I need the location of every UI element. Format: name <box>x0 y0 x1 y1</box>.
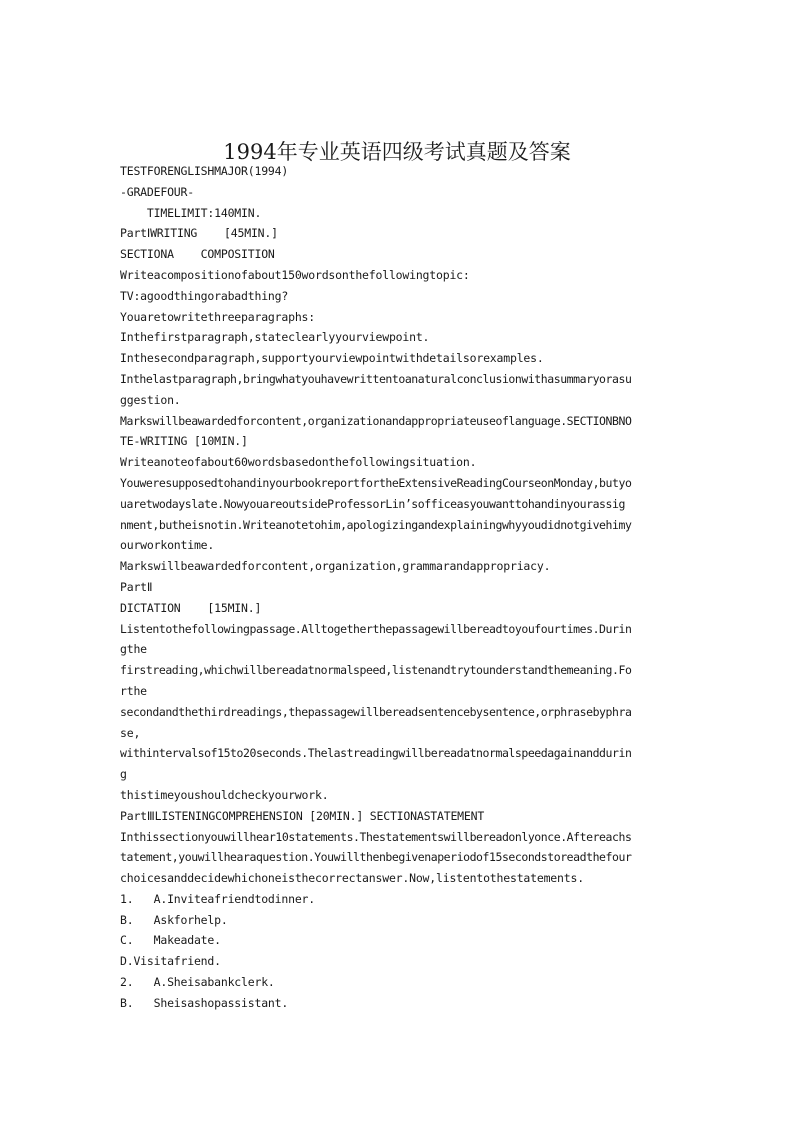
text-line: nment,butheisnotin.Writeanotetohim,apologizingandexplainingwhyyoudidnotgivehimy <box>120 517 632 532</box>
document-title: 1994年专业英语四级考试真题及答案 <box>223 140 571 165</box>
text-line: 1. A.Inviteafriendtodinner. <box>120 891 315 906</box>
text-line: withintervalsof15to20seconds.Thelastreadingwillbereadatnormalspeedagainanddurin <box>120 746 632 761</box>
text-line: YouweresupposedtohandinyourbookreportfortheExtensiveReadingCourseonMonday,butyo <box>120 475 632 490</box>
text-line: TESTFORENGLISHMAJOR(1994) <box>120 164 289 178</box>
text-line: tatement,youwillhearaquestion.Youwillthenbegivenaperiodof15secondstoreadthefour <box>120 850 632 865</box>
text-line: firstreading,whichwillbereadatnormalspeed,listenandtrytounderstandthemeaning.Fo <box>120 663 632 678</box>
text-line: ourworkontime. <box>120 538 215 553</box>
text-line: Writeacompositionofabout150wordsonthefollowingtopic: <box>120 267 470 282</box>
text-line: Markswillbeawardedforcontent,organizationandappropriateuseoflanguage.SECTIONBNO <box>120 413 632 428</box>
text-line: se, <box>120 725 141 740</box>
text-line: Markswillbeawardedforcontent,organization,grammarandappropriacy. <box>120 559 551 574</box>
text-line: Listentothefollowingpassage.Alltogetherthepassagewillbereadtoyoufourtimes.Durin <box>120 621 632 636</box>
text-line: TV:agoodthingorabadthing? <box>120 288 289 303</box>
text-line: B. Askforhelp. <box>120 912 228 927</box>
text-line: PartⅢLISTENINGCOMPREHENSION [20MIN.] SECTIONASTATEMENT <box>120 808 485 823</box>
text-line: Writeanoteofabout60wordsbasedonthefollowingsituation. <box>120 455 477 470</box>
text-line: gthe <box>120 642 147 657</box>
text-line: Inthelastparagraph,bringwhatyouhavewrittentoanaturalconclusionwithasummaryorasu <box>120 371 632 386</box>
document-body <box>120 161 678 1014</box>
text-line: uaretwodayslate.NowyouareoutsideProfessorLin’sofficeasyouwanttohandinyourassig <box>120 496 625 511</box>
text-line: TIMELIMIT:140MIN. <box>120 205 262 220</box>
text-line: Youaretowritethreeparagraphs: <box>120 309 315 324</box>
text-line: B. Sheisashopassistant. <box>120 995 289 1010</box>
text-line: TE-WRITING [10MIN.] <box>120 434 248 449</box>
text-line: thistimeyoushouldcheckyourwork. <box>120 787 329 802</box>
text-line: Inthesecondparagraph,supportyourviewpointwithdetailsorexamples. <box>120 351 544 366</box>
text-line: Inthissectionyouwillhear10statements.Thestatementswillbereadonlyonce.Aftereachs <box>120 829 632 844</box>
text-line: PartⅡ <box>120 579 153 594</box>
text-line: rthe <box>120 683 147 698</box>
text-line: PartⅠWRITING [45MIN.] <box>120 226 278 241</box>
text-line: D.Visitafriend. <box>120 954 221 969</box>
text-line: g <box>120 767 127 782</box>
text-line: DICTATION [15MIN.] <box>120 600 262 615</box>
text-line: Inthefirstparagraph,stateclearlyyourviewpoint. <box>120 330 430 345</box>
text-line: ggestion. <box>120 392 181 407</box>
text-line: SECTIONA COMPOSITION <box>120 247 275 262</box>
text-line: secondandthethirdreadings,thepassagewillbereadsentencebysentence,orphrasebyphra <box>120 704 632 719</box>
text-line: 2. A.Sheisabankclerk. <box>120 975 275 990</box>
text-line: -GRADEFOUR- <box>120 184 194 199</box>
text-line: C. Makeadate. <box>120 933 221 948</box>
text-line: choicesanddecidewhichoneisthecorrectanswer.Now,listentothestatements. <box>120 871 584 886</box>
